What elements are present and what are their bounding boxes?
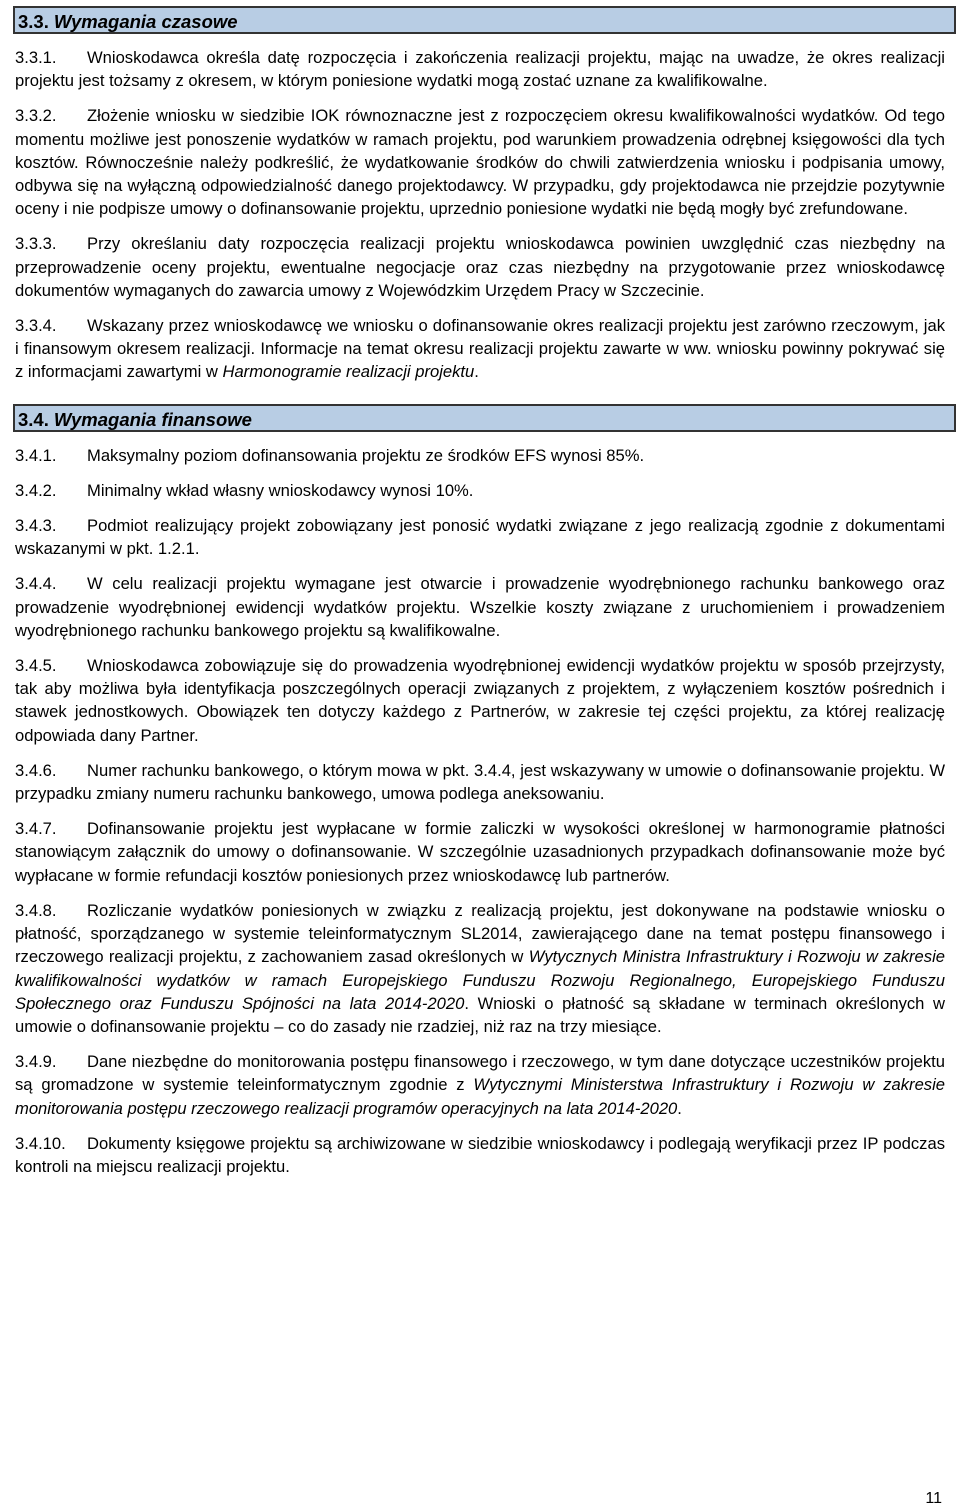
paragraph-number: 3.3.4. bbox=[15, 316, 57, 336]
section-title: Wymagania czasowe bbox=[53, 11, 238, 32]
section-title: Wymagania finansowe bbox=[53, 408, 252, 430]
paragraph-number: 3.3.3. bbox=[15, 234, 57, 254]
paragraph-text: Rozliczanie wydatków poniesionych w związku z realizacją projektu, jest dokonywane na podstawie wniosku o płatność, sporządzanego w systemie teleinformatycznym SL2014, zawierającego dane na temat postępu finansowego i rzeczowego realizacji projektu, z zachowaniem zasad określonych w bbox=[15, 900, 945, 967]
paragraph-3-3-1 bbox=[15, 46, 945, 92]
section-number: 3.3. bbox=[18, 11, 49, 32]
section-number: 3.4. bbox=[18, 408, 49, 430]
paragraph-3-4-1 bbox=[15, 444, 945, 467]
paragraph-italic-reference: Harmonogramie realizacji projektu bbox=[222, 362, 475, 382]
paragraph-italic-reference: Wytycznych Ministra Infrastruktury i Rozwoju w zakresie kwalifikowalności wydatków w ramach Europejskiego Funduszu Rozwoju Regionalnego, Europejskiego Funduszu Społecznego oraz Funduszu Spójności na lata 2014-2020 bbox=[15, 947, 945, 1013]
paragraph-text: Maksymalny poziom dofinansowania projektu ze środków EFS wynosi 85%. bbox=[87, 445, 645, 465]
paragraph-text-end: . Wnioski o płatność są składane w terminach określonych w umowie o dofinansowanie projektu – co do zasady nie rzadziej, niż raz na trzy miesiące. bbox=[15, 993, 946, 1036]
paragraph-text: Minimalny wkład własny wnioskodawcy wynosi 10%. bbox=[87, 480, 474, 500]
paragraph-number: 3.4.3. bbox=[15, 516, 57, 536]
paragraph-text: Dane niezbędne do monitorowania postępu finansowego i rzeczowego, w tym dane dotyczące uczestników projektu są gromadzone w systemie teleinformatycznym zgodnie z bbox=[15, 1052, 945, 1095]
paragraph-text: W celu realizacji projektu wymagane jest otwarcie i prowadzenie wyodrębnionego rachunku bankowego oraz prowadzenie wyodrębnionej ewidencji wydatków projektu. Wszelkie koszty związane z uruchomieniem i prowadzeniem wyodrębnionego rachunku bankowego projektu są kwalifikowalne. bbox=[15, 574, 945, 640]
paragraph-text: Wnioskodawca określa datę rozpoczęcia i zakończenia realizacji projektu, mając na uwadze, że okres realizacji projektu jest tożsamy z okresem, w którym poniesione wydatki mogą zostać uznane za kwalifikowalne. bbox=[15, 48, 945, 91]
paragraph-3-4-2 bbox=[15, 479, 945, 502]
paragraph-3-4-5 bbox=[15, 654, 945, 747]
paragraph-text: Wnioskodawca zobowiązuje się do prowadzenia wyodrębnionej ewidencji wydatków projektu w sposób przejrzysty, tak aby możliwa była identyfikacja poszczególnych operacji związanych z projektem, z wyłączeniem kosztów pośrednich i stawek jednostkowych. Obowiązek ten dotyczy każdego z Partnerów, w zakresie tej części projektu, za której realizację odpowiada dany Partner. bbox=[15, 656, 945, 745]
paragraph-3-4-8 bbox=[15, 899, 945, 1038]
paragraph-number: 3.4.7. bbox=[15, 819, 57, 839]
paragraph-number: 3.4.10. bbox=[15, 1133, 66, 1153]
paragraph-number: 3.4.5. bbox=[15, 656, 57, 676]
paragraph-3-4-7 bbox=[15, 817, 945, 887]
paragraph-3-4-6 bbox=[15, 759, 945, 805]
page-number: 11 bbox=[925, 1490, 942, 1507]
paragraph-number: 3.4.1. bbox=[15, 445, 57, 465]
paragraph-number: 3.4.6. bbox=[15, 760, 57, 780]
paragraph-3-3-4 bbox=[15, 314, 945, 384]
paragraph-text-end: . bbox=[677, 1098, 682, 1118]
paragraph-number: 3.4.8. bbox=[15, 900, 57, 920]
section-heading-3-4 bbox=[13, 404, 956, 432]
paragraph-text: Dokumenty księgowe projektu są archiwizowane w siedzibie wnioskodawcy i podlegają weryfikacji przez IP podczas kontroli na miejscu realizacji projektu. bbox=[15, 1133, 945, 1176]
paragraph-text-end: . bbox=[474, 362, 479, 382]
document-page bbox=[15, 5, 945, 1178]
paragraph-number: 3.4.2. bbox=[15, 480, 57, 500]
paragraph-3-4-3 bbox=[15, 514, 945, 560]
paragraph-text: Dofinansowanie projektu jest wypłacane w formie zaliczki w wysokości określonej w harmonogramie płatności stanowiącym załącznik do umowy o dofinansowanie. W szczególnie uzasadnionych przypadkach dofinansowanie może być wypłacane w formie refundacji kosztów poniesionych przez wnioskodawcę lub partnerów. bbox=[15, 819, 945, 885]
paragraph-text: Numer rachunku bankowego, o którym mowa w pkt. 3.4.4, jest wskazywany w umowie o dofinansowanie projektu. W przypadku zmiany numeru rachunku bankowego, umowa podlega aneksowaniu. bbox=[15, 760, 945, 804]
paragraph-text: Wskazany przez wnioskodawcę we wniosku o dofinansowanie okres realizacji projektu jest zarówno rzeczowym, jak i finansowym okresem realizacji. Informacje na temat okresu realizacji projektu zawarte w ww. wniosku powinny pokrywać się z informacjami zawartymi w bbox=[15, 316, 945, 382]
paragraph-text: Złożenie wniosku w siedzibie IOK równoznaczne jest z rozpoczęciem okresu kwalifikowalności wydatków. Od tego momentu możliwe jest ponoszenie wydatków w ramach projektu, pod warunkiem prowadzenia odrębnej księgowości dla tych kosztów. Równocześnie należy podkreślić, że wydatkowanie środków do chwili zatwierdzenia wniosku i podpisania umowy, odbywa się na wyłączną odpowiedzialność danego projektodawcy. W przypadku, gdy projektodawca nie przejdzie pozytywnie oceny i nie podpisze umowy o dofinansowanie projektu, uprzednio poniesione wydatki nie będą mogły być zrefundowane. bbox=[15, 106, 945, 219]
paragraph-text: Podmiot realizujący projekt zobowiązany jest ponosić wydatki związane z jego realizacją zgodnie z dokumentami wskazanymi w pkt. 1.2.1. bbox=[15, 516, 945, 559]
paragraph-3-3-2 bbox=[15, 104, 945, 220]
paragraph-3-4-9 bbox=[15, 1050, 945, 1120]
paragraph-3-4-4 bbox=[15, 572, 945, 642]
paragraph-text: Przy określaniu daty rozpoczęcia realizacji projektu wnioskodawca powinien uwzględnić czas niezbędny na przeprowadzenie oceny projektu, ewentualne negocjacje oraz czas niezbędny na przygotowanie przez wnioskodawcę dokumentów wymaganych do zawarcia umowy z Wojewódzkim Urzędem Pracy w Szczecinie. bbox=[15, 234, 945, 300]
paragraph-3-3-3 bbox=[15, 232, 945, 302]
paragraph-number: 3.3.1. bbox=[15, 48, 57, 67]
section-heading-3-3 bbox=[13, 6, 956, 34]
paragraph-3-4-10 bbox=[15, 1132, 945, 1178]
paragraph-number: 3.3.2. bbox=[15, 106, 57, 126]
paragraph-number: 3.4.9. bbox=[15, 1052, 57, 1072]
paragraph-italic-reference: Wytycznymi Ministerstwa Infrastruktury i Rozwoju w zakresie monitorowania postępu rzeczowego realizacji programów operacyjnych na lata 2014-2020 bbox=[15, 1075, 946, 1118]
paragraph-number: 3.4.4. bbox=[15, 574, 57, 594]
